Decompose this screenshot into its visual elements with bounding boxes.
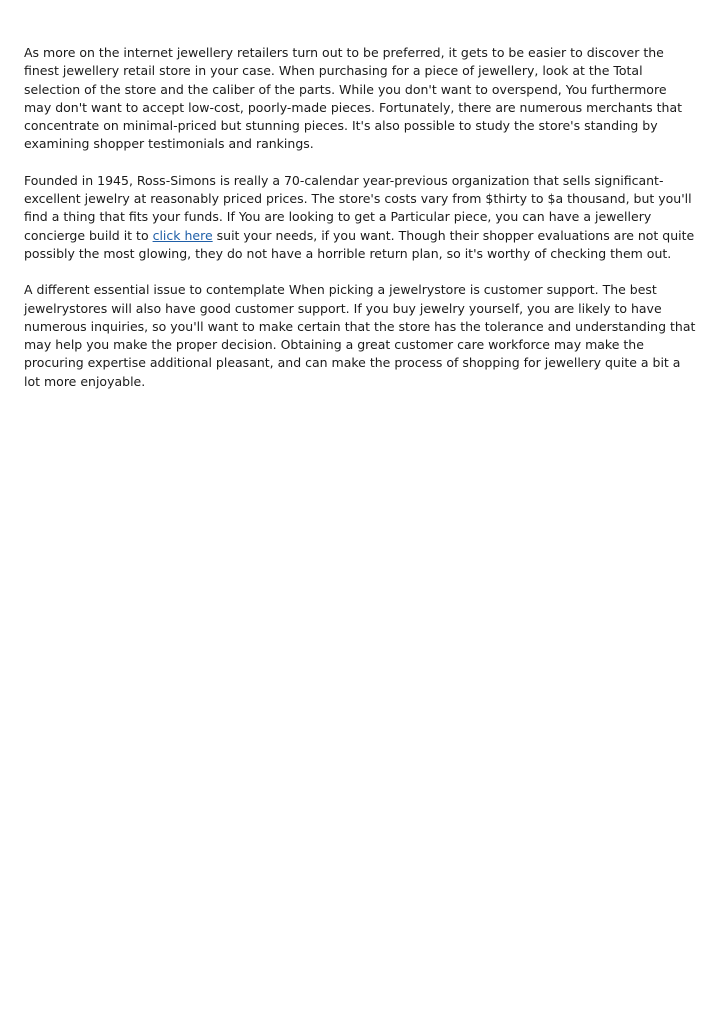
paragraph-3-text: A different essential issue to contemplate When picking a jewelrystore is customer support. The best jewelrystores will also have good customer support. If you buy jewelry yourself, you are likely to have numerous inquiries, so you'll want to make certain that the store has the tolerance and understanding that may help you make the proper decision. Obtaining a great customer care workforce may make the procuring expertise additional pleasant, and can make the process of shopping for jewellery quite a bit a lot more enjoyable. [24,282,696,389]
document-body [24,44,696,409]
paragraph-2 [24,172,696,263]
paragraph-2-text-before-link: Founded in 1945, Ross-Simons is really a 70-calendar year-previous organization that sells significant-excellent jewelry at reasonably priced prices. The store's costs vary from $thirty to $a thousand, but you'll find a thing that fits your funds. If You are looking to get a Particular piece, you can have a jewellery concierge build it to [24,172,692,243]
paragraph-1 [24,44,696,154]
paragraph-1-text: As more on the internet jewellery retailers turn out to be preferred, it gets to be easier to discover the finest jewellery retail store in your case. When purchasing for a piece of jewellery, look at the Total selection of the store and the caliber of the parts. While you don't want to overspend, You furthermore may don't want to accept low-cost, poorly-made pieces. Fortunately, there are numerous merchants that concentrate on minimal-priced but stunning pieces. It's also possible to study the store's standing by examining shopper testimonials and rankings. [24,45,683,152]
paragraph-3 [24,281,696,391]
click-here-link[interactable]: click here [152,227,213,243]
paragraph-2-text-after-link: suit your needs, if you want. Though their shopper evaluations are not quite possibly the most glowing, they do not have a horrible return plan, so it's worthy of checking them out. [24,227,695,261]
